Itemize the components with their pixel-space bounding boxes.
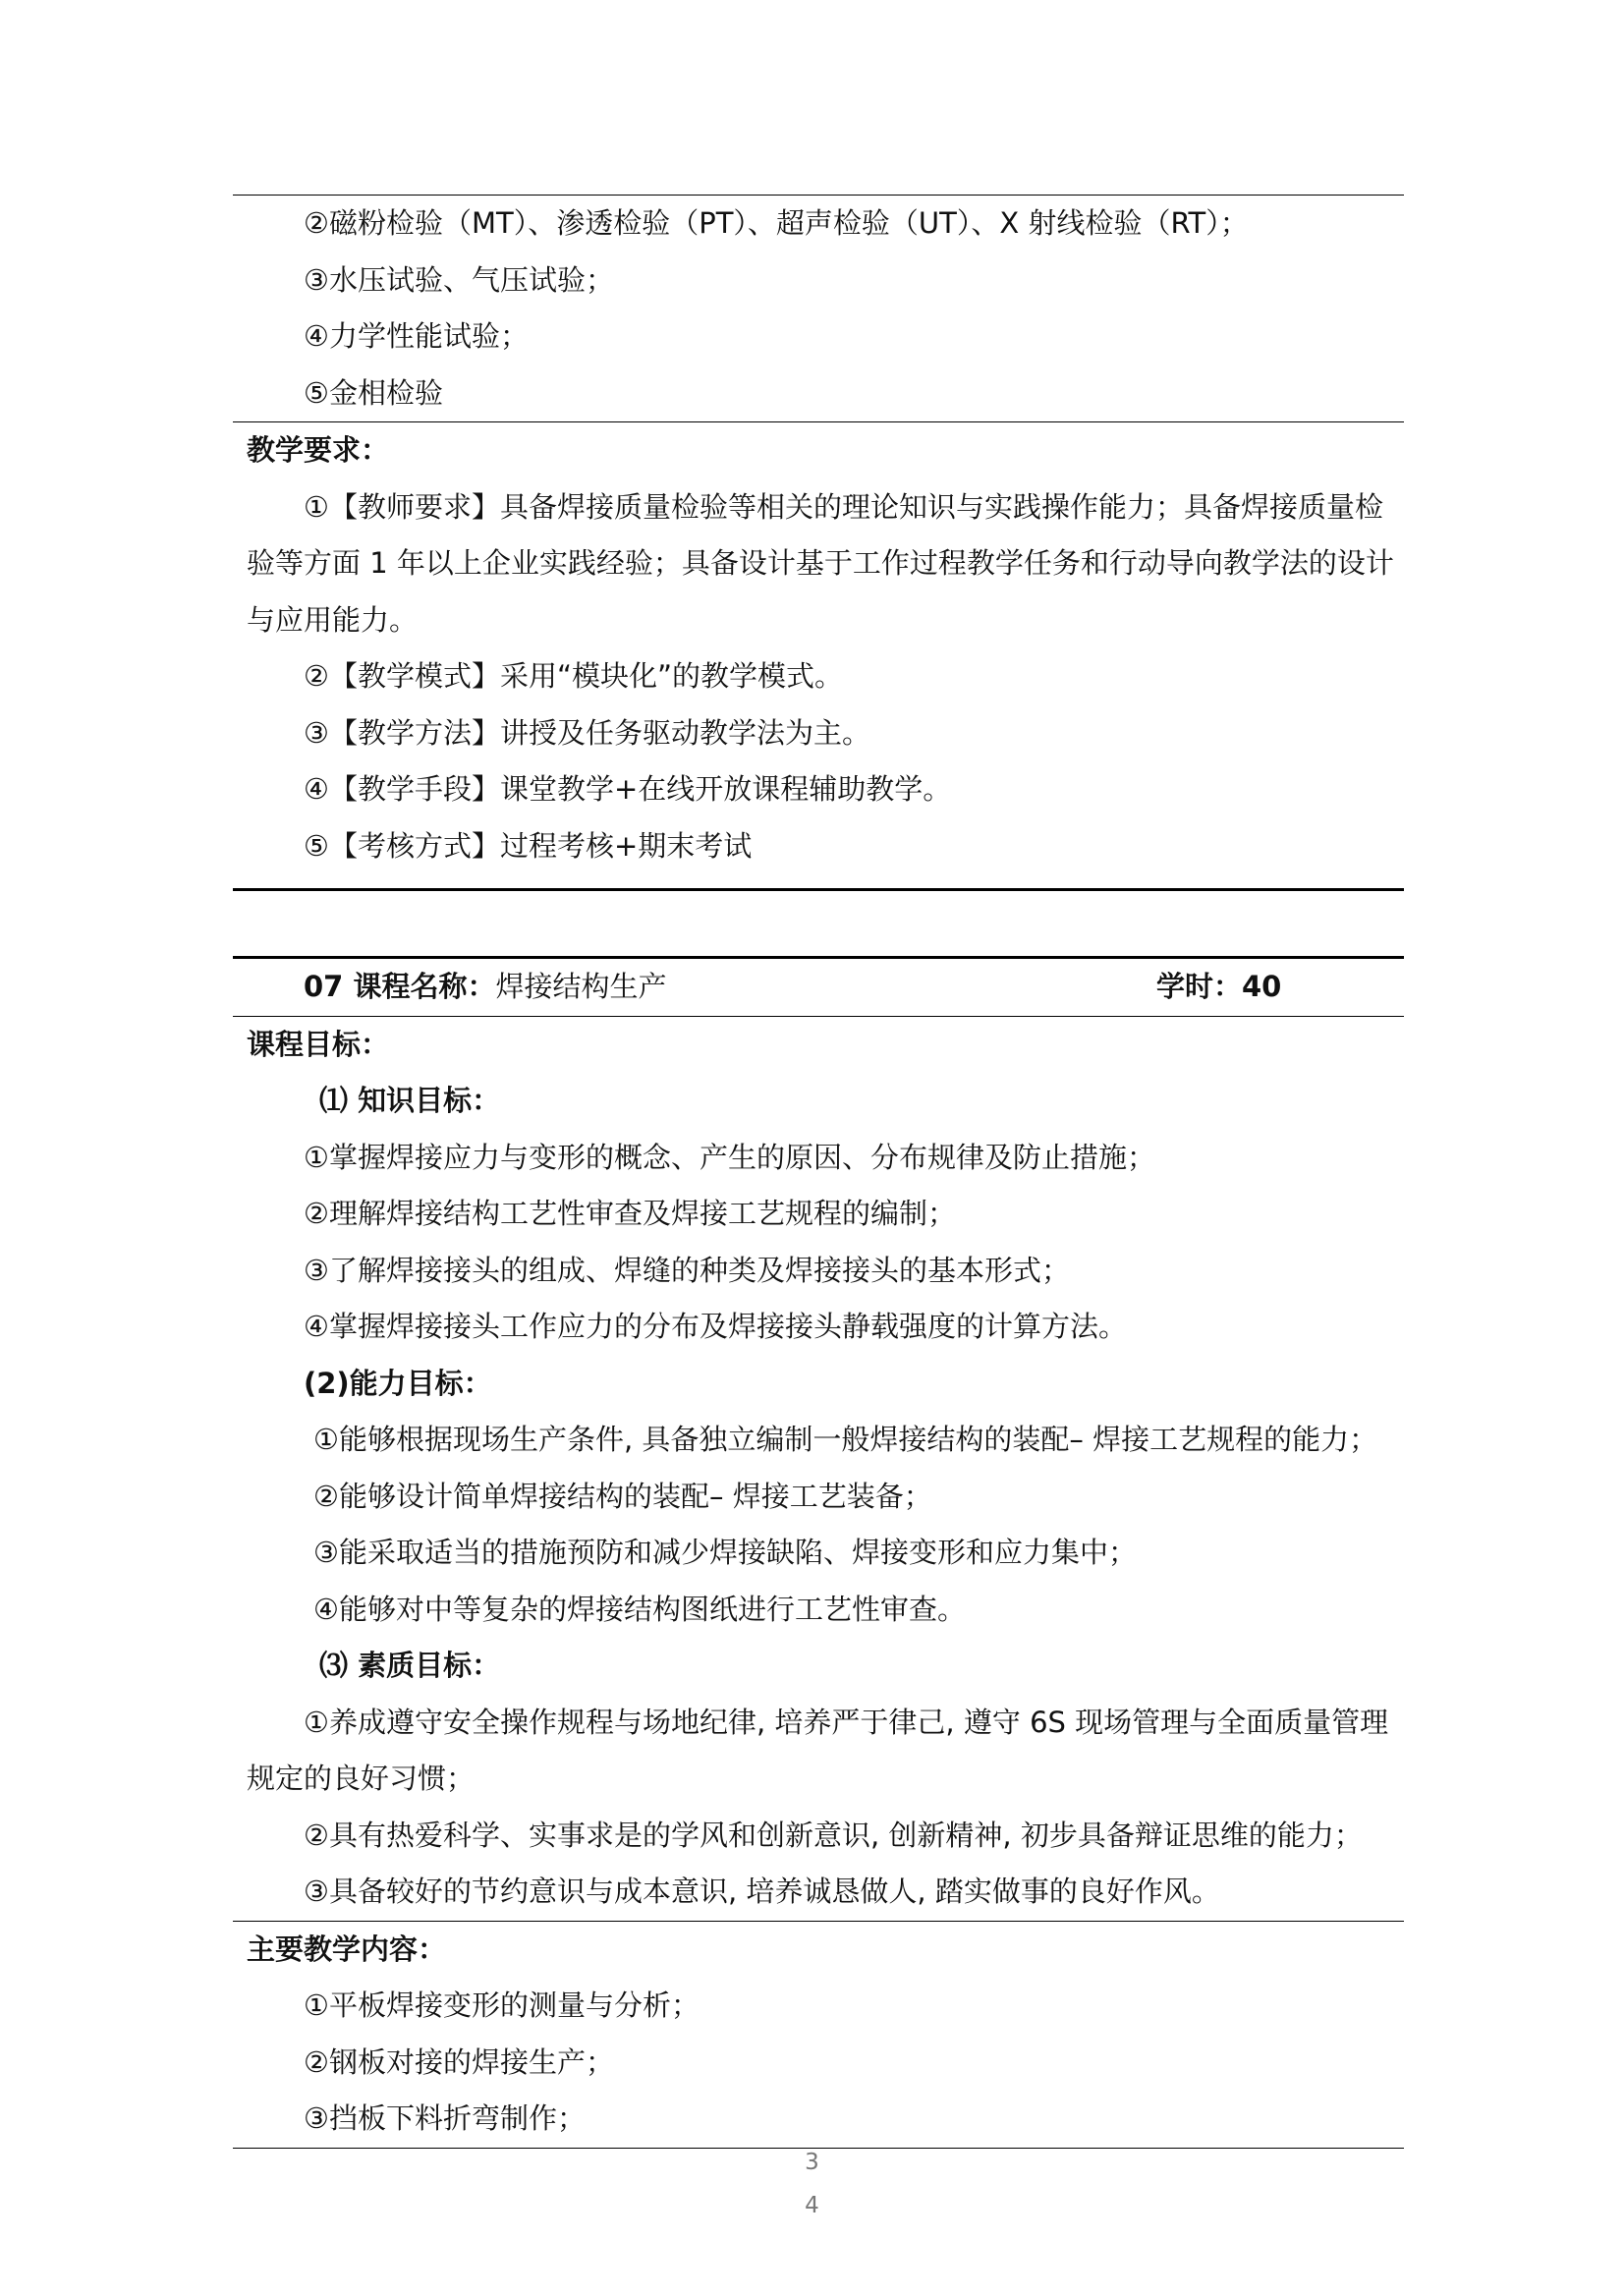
quality-goals-header: ⑶ 素质目标： bbox=[319, 1649, 501, 1682]
list-item: ②理解焊接结构工艺性审查及焊接工艺规程的编制； bbox=[304, 1197, 956, 1230]
knowledge-goals-header: ⑴ 知识目标： bbox=[319, 1084, 501, 1117]
list-item: ②具有热爱科学、实事求是的学风和创新意识, 创新精神, 初步具备辩证思维的能力； bbox=[304, 1818, 1363, 1852]
list-item: ⑤金相检验 bbox=[304, 375, 443, 410]
list-item: ②【教学模式】采用“模块化”的教学模式。 bbox=[304, 659, 844, 693]
list-item: ②磁粉检验（MT）、渗透检验（PT）、超声检验（UT）、X 射线检验（RT）； bbox=[304, 206, 1249, 240]
page-number: 4 bbox=[805, 2193, 819, 2218]
list-item: ③挡板下料折弯制作； bbox=[304, 2101, 586, 2135]
page-content bbox=[233, 195, 1404, 2149]
list-item: ⑤【考核方式】过程考核+期末考试 bbox=[304, 828, 753, 863]
list-item: ③能采取适当的措施预防和减少焊接缺陷、焊接变形和应力集中； bbox=[313, 1536, 1137, 1569]
course-goals-header: 课程目标： bbox=[247, 1027, 390, 1061]
list-item: ②能够设计简单焊接结构的装配– 焊接工艺装备； bbox=[313, 1479, 932, 1513]
list-item: ③了解焊接接头的组成、焊缝的种类及焊接接头的基本形式； bbox=[304, 1253, 1070, 1287]
teaching-requirements-header: 教学要求： bbox=[247, 433, 390, 467]
list-item: ④掌握焊接接头工作应力的分布及焊接接头静载强度的计算方法。 bbox=[304, 1310, 1127, 1343]
list-item: ①掌握焊接应力与变形的概念、产生的原因、分布规律及防止措施； bbox=[304, 1140, 1155, 1174]
table-rule bbox=[233, 2148, 1404, 2149]
ability-goals-header: (2)能力目标： bbox=[304, 1366, 492, 1400]
teaching-requirements-paragraph: ①【教师要求】具备焊接质量检验等相关的理论知识与实践操作能力；具备焊接质量检验等方面 1 年以上企业实践经验；具备设计基于工作过程教学任务和行动导向教学法的设计与应用能力。 bbox=[247, 489, 1394, 637]
list-item: ①平板焊接变形的测量与分析； bbox=[304, 1988, 700, 2022]
page-number: 3 bbox=[805, 2150, 819, 2175]
list-item: ①能够根据现场生产条件, 具备独立编制一般焊接结构的装配– 焊接工艺规程的能力； bbox=[313, 1423, 1378, 1456]
course-title-row bbox=[233, 959, 1404, 1016]
list-item: ④【教学手段】课堂教学+在线开放课程辅助教学。 bbox=[304, 772, 952, 806]
list-item: ③具备较好的节约意识与成本意识, 培养诚恳做人, 踏实做事的良好作风。 bbox=[304, 1875, 1220, 1908]
list-item: ④力学性能试验； bbox=[304, 319, 529, 353]
list-item: ②钢板对接的焊接生产； bbox=[304, 2044, 614, 2079]
list-item: ④能够对中等复杂的焊接结构图纸进行工艺性审查。 bbox=[313, 1592, 966, 1626]
list-item: ③【教学方法】讲授及任务驱动教学法为主。 bbox=[304, 715, 870, 750]
course-number-label: 07 课程名称： bbox=[304, 970, 496, 1003]
course-name: 焊接结构生产 bbox=[495, 970, 667, 1003]
course-hours: 学时：40 bbox=[1156, 970, 1282, 1003]
list-item: ③水压试验、气压试验； bbox=[304, 262, 614, 297]
quality-goals-paragraph: ①养成遵守安全操作规程与场地纪律, 培养严于律己, 遵守 6S 现场管理与全面质量管理规定的良好习惯； bbox=[247, 1705, 1389, 1795]
main-content-header: 主要教学内容： bbox=[247, 1932, 447, 1966]
